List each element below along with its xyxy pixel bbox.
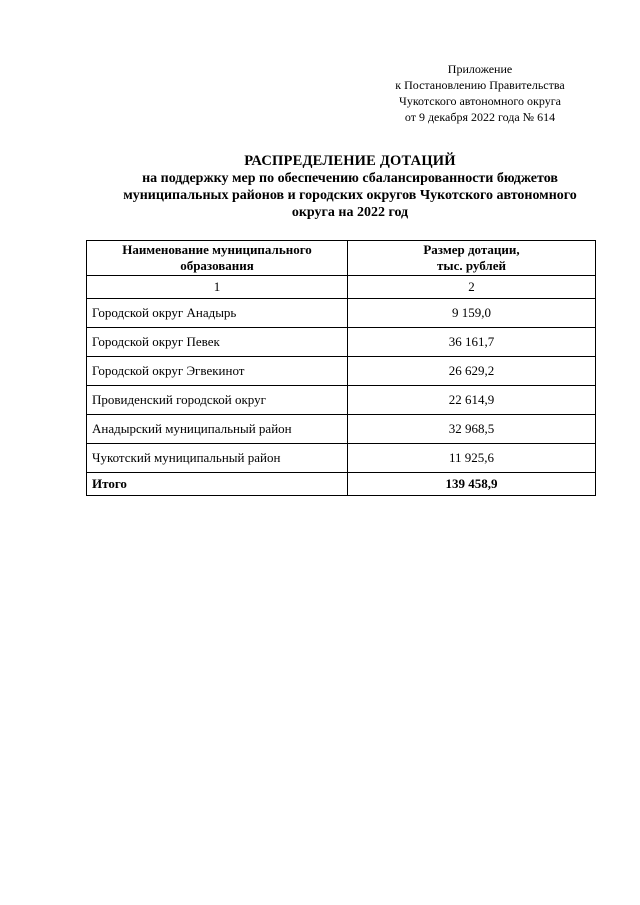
column-number: 1 <box>87 276 348 299</box>
row-name: Чукотский муниципальный район <box>87 444 348 473</box>
appendix-header <box>360 61 600 125</box>
subsidy-table <box>86 240 596 496</box>
row-name: Анадырский муниципальный район <box>87 415 348 444</box>
header-value-cell <box>348 241 596 276</box>
row-value: 26 629,2 <box>348 357 596 386</box>
appendix-line: Приложение <box>447 62 513 76</box>
header-text: тыс. рублей <box>437 258 506 273</box>
title-line: на поддержку мер по обеспечению сбалансированности бюджетов <box>142 171 558 186</box>
table-row <box>87 328 596 357</box>
total-value: 139 458,9 <box>348 473 596 496</box>
table-header-row <box>87 241 596 276</box>
row-value: 11 925,6 <box>348 444 596 473</box>
appendix-line: от 9 декабря 2022 года № 614 <box>404 110 556 124</box>
table-row <box>87 386 596 415</box>
title-main: РАСПРЕДЕЛЕНИЕ ДОТАЦИЙ <box>244 153 456 169</box>
row-name: Провиденский городской округ <box>87 386 348 415</box>
header-text: образования <box>180 258 254 273</box>
header-text: Наименование муниципального <box>122 242 312 257</box>
row-value: 32 968,5 <box>348 415 596 444</box>
table-row <box>87 357 596 386</box>
row-value: 22 614,9 <box>348 386 596 415</box>
total-label: Итого <box>87 473 348 496</box>
table-row <box>87 415 596 444</box>
document-title <box>60 153 640 221</box>
title-line: округа на 2022 год <box>291 205 409 220</box>
row-value: 36 161,7 <box>348 328 596 357</box>
header-name-cell <box>87 241 348 276</box>
row-name: Городской округ Певек <box>87 328 348 357</box>
column-number: 2 <box>348 276 596 299</box>
appendix-line: к Постановлению Правительства <box>395 78 565 92</box>
row-name: Городской округ Эгвекинот <box>87 357 348 386</box>
table-row <box>87 299 596 328</box>
row-value: 9 159,0 <box>348 299 596 328</box>
row-name: Городской округ Анадырь <box>87 299 348 328</box>
title-line: муниципальных районов и городских округов Чукотского автономного <box>123 188 577 203</box>
header-text: Размер дотации, <box>423 242 520 257</box>
column-number-row <box>87 276 596 299</box>
total-row <box>87 473 596 496</box>
appendix-line: Чукотского автономного округа <box>399 94 561 108</box>
table-row <box>87 444 596 473</box>
